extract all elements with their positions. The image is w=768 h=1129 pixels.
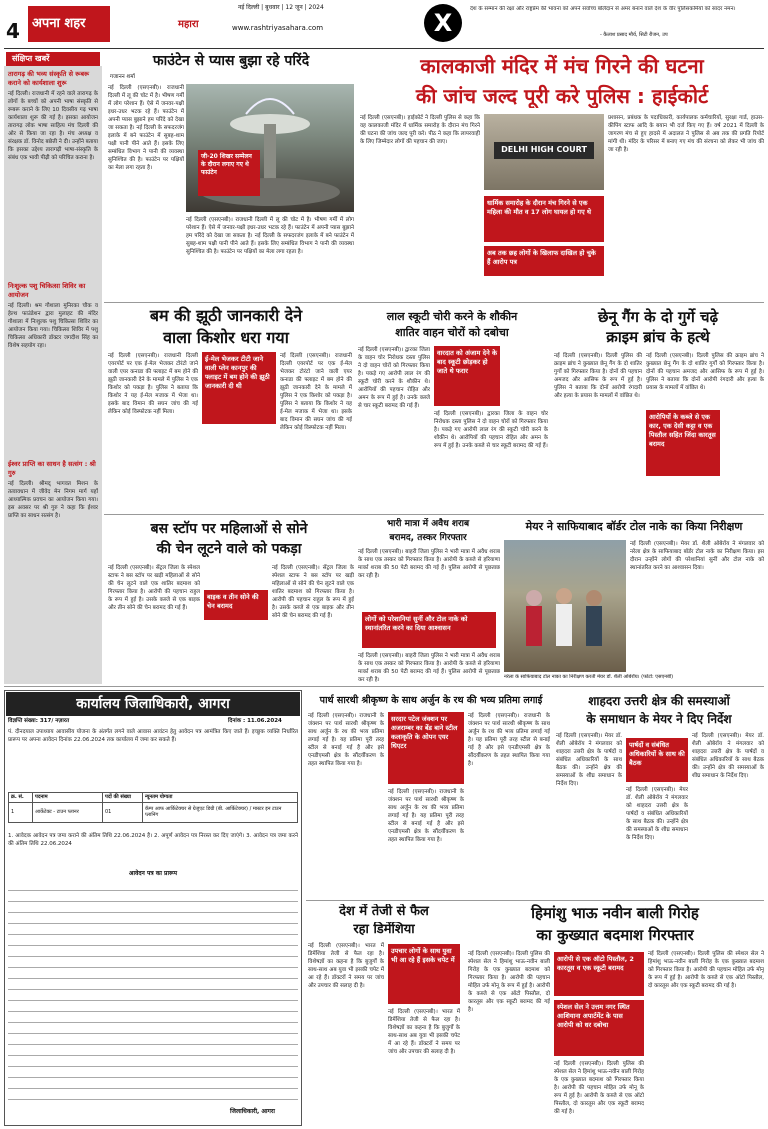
brief-item2-head: निःशुल्क पशु चिकित्सा शिविर का आयोजन bbox=[8, 282, 86, 299]
chhenu-headline1: छेनू गैंग के दो गुर्गे चढ़े bbox=[597, 308, 719, 326]
date-line: नई दिल्ली | बुधवार | 12 जून | 2024 bbox=[238, 4, 324, 11]
mayor-body: नई दिल्ली (एसएनबी)। मेयर डॉ. शैली ओबेरॉय ने मंगलवार को नरेला क्षेत्र के साफियाबाद बॉर्डर टोल नाके का निरीक्षण किया। इस दौरान उन्होंने लोगों की परेशानियां सुनीं और टोल नाके को स्थानांतरित करने का आश्वासन दिया। bbox=[630, 541, 764, 571]
bus-headline1: बस स्टॉप पर महिलाओं से सोने bbox=[150, 521, 308, 537]
dementia-box: उपचार लोगों के साथ युवा भी आ रहे हैं इसके चपेट में bbox=[388, 944, 460, 1004]
bomb-headline1: बम की झूठी जानकारी देने bbox=[149, 306, 303, 325]
himanshu-body: नई दिल्ली (एसएनबी)। दिल्ली पुलिस की स्पेशल सेल ने हिमांशु भाऊ-नवीन बाली गिरोह के एक कुख्यात बदमाश को गिरफ्तार किया है। आरोपी की पहचान मोहित उर्फ मोनू के रूप में हुई है। आरोपी के कब्जे से एक ऑटो पिस्तौल, दो कारतूस और एक स्कूटी बरामद की गई है। bbox=[468, 951, 550, 1013]
shahdara-headline2: के समाधान के मेयर ने दिए निर्देश bbox=[586, 712, 732, 726]
krishna-headline: पार्थ सारथी श्रीकृष्ण के साथ अर्जुन के रथ की भव्य प्रतिमा लगाई bbox=[319, 695, 543, 706]
dementia-headline1: देश में तेजी से फैल bbox=[339, 904, 429, 919]
shahdara-body3: नई दिल्ली (एसएनबी)। मेयर डॉ. शैली ओबेरॉय ने मंगलवार को शाहदरा उत्तरी क्षेत्र के पार्षदों व संबंधित अधिकारियों के साथ बैठक की। उन्होंने क्षेत्र की समस्याओं के शीघ्र समाधान के निर्देश दिए। bbox=[626, 787, 688, 841]
dementia-body2: नई दिल्ली (एसएनबी)। भारत में डिमेंशिया तेजी से फैल रहा है। विशेषज्ञों का कहना है कि बुजुर्गों के साथ-साथ अब युवा भी इसकी चपेट में आ रहे हैं। डॉक्टरों ने समय पर जांच और उपचार की सलाह दी है। bbox=[388, 1009, 460, 1055]
brief-item1-body: नई दिल्ली। राजधानी में रहने वाले तारागढ़ के लोगों के बच्चों को अपनी भाषा संस्कृति से रूबरू कराने के लिए 10 दिवसीय गढ़ भाषा कार्यशाला शुरू की गई है। इसका आयोजन तारागढ़ लोक भाषा साहित्य मंच दिल्ली की ओर से किया जा रहा है। मंच अध्यक्ष व संरक्षक डॉ. विनोद बछेती ने दी। उन्होंने बताया कि इसका उद्देश्य तारागढ़ी भाषा-संस्कृति के संबंध एक भावी पीढ़ी को परिचित कराना है। bbox=[8, 91, 98, 161]
notice-th-3: न्यूनतम योग्यता bbox=[143, 793, 298, 803]
notice-table bbox=[8, 792, 298, 823]
mayor-photo bbox=[504, 540, 626, 672]
paper-logo: महारा bbox=[178, 19, 199, 30]
chhenu-headline2: क्राइम ब्रांच के हत्थे bbox=[606, 328, 710, 346]
brief-item2-body: नई दिल्ली। श्रम गौशाला मुनिरका चौक व हेल्थ फाउंडेशन द्वारा मुलाहट की मंदिर गौशाला में निःशुल्क पशु चिकित्सा शिविर का आयोजन किया गया। चिकित्सा शिविर में पशु चिकित्सा अधिकारी डॉक्टर जगदीश सिंह का विशेष सहयोग रहा। bbox=[8, 303, 98, 349]
notice-form bbox=[8, 880, 298, 1100]
notice-th-0: क्र. सं. bbox=[9, 793, 33, 803]
himanshu-body3: नई दिल्ली (एसएनबी)। दिल्ली पुलिस की स्पेशल सेल ने हिमांशु भाऊ-नवीन बाली गिरोह के एक कुख्यात बदमाश को गिरफ्तार किया है। आरोपी की पहचान मोहित उर्फ मोनू के रूप में हुई है। आरोपी के कब्जे से एक ऑटो पिस्तौल, दो कारतूस और एक स्कूटी बरामद की गई है। bbox=[648, 951, 764, 989]
scooty-box: वारदात को अंजाम देने के बाद स्कूटी छोड़कर हो जाते थे फरार bbox=[434, 346, 500, 406]
bomb-box: ई-मेल भेजकर टीटी जाने वाली प्लेन कानपुर की फ्लाइट में बम होने की झूठी जानकारी दी थी bbox=[202, 352, 276, 424]
kalkaji-headline2: की जांच जल्द पूरी करे पुलिस : हाईकोर्ट bbox=[415, 84, 709, 108]
highcourt-photo bbox=[484, 114, 604, 190]
kalkaji-headline1: कालकाजी मंदिर में मंच गिरने की घटना bbox=[420, 54, 704, 78]
krishna-body3: नई दिल्ली (एसएनबी)। राजधानी के जंक्शन पर पार्थ सारथी श्रीकृष्ण के साथ अर्जुन के रथ की भव्य प्रतिमा लगाई गई है। यह प्रतिमा पूरी तरह स्टील से बनाई गई है और इसे एनडीएमसी क्षेत्र के सौंदर्यीकरण के तहत स्थापित किया गया है। bbox=[468, 713, 550, 767]
notice-td-0: 1 bbox=[9, 802, 33, 822]
header-quote: देश के सम्मान की रक्षा और राष्ट्रप्रेम की भावना को अपने सर्वोच्च बलिदान से अमर बनाने वाले देश के वीर पुलिसकर्मियों को सादर नमन। bbox=[470, 6, 736, 12]
mayor-headline: मेयर ने साफियाबाद बॉर्डर टोल नाके का किया निरीक्षण bbox=[525, 520, 743, 533]
brief-item3-head: ईश्वर प्राप्ति का साधन है सत्संग : श्री गुरु bbox=[8, 460, 96, 477]
bharti-headline2: बरामद, तस्कर गिरफ्तार bbox=[389, 533, 467, 543]
fountain-body-left: नई दिल्ली (एसएनबी)। राजधानी दिल्ली में लू की चोट में है। भीषण गर्मी में लोग परेशान हैं। ऐसे में जनवर-पक्षी इधर-उधर भटक रहे हैं। फाउंटेन में अपनी प्यास बुझाने हम परिंदे को देखा जा सकता है। नई दिल्ली के सफदरजंग इलाके में बने फाउंटेन में सुबह-शाम पक्षी पानी पीने आते हैं। इसके लिए सम्बंधित विभाग ने पानी की व्यवस्था सुनिश्चित की है। फाउंटेन पर पक्षियों का मेला लगा रहता है। bbox=[108, 85, 184, 171]
bus-body2: नई दिल्ली (एसएनबी)। सेंट्रल जिला के स्पेशल स्टाफ ने बस स्टॉप पर खड़ी महिलाओं से सोने की चेन लूटने वाले एक शातिर बदमाश को गिरफ्तार किया है। आरोपी की पहचान राहुल के रूप में हुई है। उसके कब्जे से एक बाइक और तीन सोने की चेन बरामद की गई हैं। bbox=[272, 565, 354, 619]
mayor-caption: नरेला के साफियाबाद टोल नाका का निरीक्षण करती मेयर डॉ. शैली ओबेरॉय। (फोटो: एसएनबी) bbox=[504, 674, 674, 680]
quote-author: - कैलाश प्रसाद मौर्य, सिटी रीजन, उप bbox=[600, 32, 668, 38]
header-divider bbox=[4, 48, 764, 49]
row4-divider bbox=[306, 900, 764, 901]
notice-number: विज्ञप्ति संख्या: 317/ नज़ारत bbox=[8, 718, 70, 724]
bharti-headline1: भारी मात्रा में अवैध शराब bbox=[386, 519, 470, 529]
brief-item3-body: नई दिल्ली। श्रीमद् भागवत मिशन के तत्वावधान में जीवेद मेन निगम मार्ग यहाँ आध्यात्मिक प्रवचन का आयोजन किया गया। इस अवसर पर श्री गुरु ने कहा कि ईश्वर प्राप्ति का साधन सत्संग है। bbox=[8, 481, 98, 519]
chhenu-body2: नई दिल्ली (एसएनबी)। दिल्ली पुलिस की क्राइम ब्रांच ने कुख्यात छेनू गैंग के दो शातिर गुर्गों को गिरफ्तार किया है। दोनों की पहचान अमजद और आसिफ के रूप में हुई है। पुलिस ने बताया कि दोनों आरोपी रंगदारी और हत्या के प्रयास के मामलों में वांछित थे। bbox=[646, 353, 764, 391]
brief-label: संक्षिप्त खबरें bbox=[6, 52, 100, 66]
notice-signature: जिलाधिकारी, आगरा bbox=[230, 1108, 275, 1115]
brief-item1-head: तारागढ़ की भव्य संस्कृति से रूबरू कराने को कार्यशाला शुरू bbox=[8, 70, 90, 87]
bharti-body: नई दिल्ली (एसएनबी)। बाहरी जिला पुलिस ने भारी मात्रा में अवैध शराब के साथ एक तस्कर को गिरफ्तार किया है। आरोपी के कब्जे से हरियाणा मार्का शराब की 50 पेटी बरामद की गई हैं। पुलिस आरोपी से पूछताछ कर रही है। bbox=[358, 549, 500, 579]
chhenu-body: नई दिल्ली (एसएनबी)। दिल्ली पुलिस की क्राइम ब्रांच ने कुख्यात छेनू गैंग के दो शातिर गुर्गों को गिरफ्तार किया है। दोनों की पहचान अमजद और आसिफ के रूप में हुई है। पुलिस ने बताया कि दोनों आरोपी रंगदारी और हत्या के प्रयास के मामलों में वांछित थे। bbox=[554, 353, 642, 399]
himanshu-headline1: हिमांशु भाऊ नवीन बाली गिरोह bbox=[531, 904, 699, 922]
shahdara-body: नई दिल्ली (एसएनबी)। मेयर डॉ. शैली ओबेरॉय ने मंगलवार को शाहदरा उत्तरी क्षेत्र के पार्षदों व संबंधित अधिकारियों के साथ बैठक की। उन्होंने क्षेत्र की समस्याओं के शीघ्र समाधान के निर्देश दिए। bbox=[556, 733, 622, 787]
shahdara-box: पार्षदों व संबंधित अधिकारियों के साथ की बैठक bbox=[626, 738, 688, 782]
himanshu-body2: नई दिल्ली (एसएनबी)। दिल्ली पुलिस की स्पेशल सेल ने हिमांशु भाऊ-नवीन बाली गिरोह के एक कुख्यात बदमाश को गिरफ्तार किया है। आरोपी की पहचान मोहित उर्फ मोनू के रूप में हुई है। आरोपी के कब्जे से एक ऑटो पिस्तौल, दो कारतूस और एक स्कूटी बरामद की गई है। bbox=[554, 1061, 644, 1115]
kalkaji-box1: धार्मिक समारोह के दौरान मंच गिरने से एक महिला की मौत व 17 लोग घायल हो गए थे bbox=[484, 196, 604, 242]
bomb-headline2: वाला किशोर धरा गया bbox=[163, 328, 289, 347]
fountain-headline: फाउंटेन से प्यास बुझा रहे परिंदे bbox=[152, 53, 310, 69]
fountain-body-right: नई दिल्ली (एसएनबी)। राजधानी दिल्ली में लू की चोट में है। भीषण गर्मी में लोग परेशान हैं। ऐसे में जनवर-पक्षी इधर-उधर भटक रहे हैं। फाउंटेन में अपनी प्यास बुझाने हम परिंदे को देखा जा सकता है। नई दिल्ली के सफदरजंग इलाके में बने फाउंटेन में सुबह-शाम पक्षी पानी पीने आते हैं। इसके लिए सम्बंधित विभाग ने पानी की व्यवस्था सुनिश्चित की है। फाउंटेन पर पक्षियों का मेला लगा रहता है। bbox=[186, 217, 354, 255]
notice-title: कार्यालय जिलाधिकारी, आगरा bbox=[6, 692, 300, 716]
himanshu-box2: स्पेशल सेल ने उत्तम नगर स्थित आशियाना अपार्टमेंट के पास आरोपी को धर दबोचा bbox=[554, 1000, 644, 1056]
himanshu-box1: आरोपी से एक ऑटो पिस्तौल, 2 कारतूस व एक स्कूटी बरामद bbox=[554, 952, 644, 996]
shahdara-headline1: शाहदरा उत्तरी क्षेत्र की समस्याओं bbox=[588, 694, 730, 708]
bharti-body2: नई दिल्ली (एसएनबी)। बाहरी जिला पुलिस ने भारी मात्रा में अवैध शराब के साथ एक तस्कर को गिरफ्तार किया है। आरोपी के कब्जे से हरियाणा मार्का शराब की 50 पेटी बरामद की गई हैं। पुलिस आरोपी से पूछताछ कर रही है। bbox=[358, 653, 500, 683]
bus-headline2: की चेन लूटने वाले को पकड़ा bbox=[156, 541, 302, 557]
notice-form-title: आवेदन पत्र का प्रारूप bbox=[128, 870, 178, 877]
kalkaji-box2: अब तक छह लोगों के खिलाफ दाखिल हो चुके हैं आरोप पत्र bbox=[484, 246, 604, 276]
chhenu-box: आरोपियों के कब्जे से एक कार, एक देसी कट्टा व एक पिस्तौल सहित जिंदा कारतूस बरामद bbox=[646, 410, 720, 476]
notice-td-3: कॅम्प आफ आर्किटेक्चर से ग्रेजुएट डिग्री (बी. आर्किटेक्चर) / मास्टर इन टाउन प्लानिंग bbox=[143, 802, 298, 822]
scooty-headline2: शातिर वाहन चोरों को दबोचा bbox=[395, 326, 509, 339]
bomb-body: नई दिल्ली (एसएनबी)। राजधानी दिल्ली एयरपोर्ट पर एक ई-मेल भेजकर टोरंटो जाने वाली एयर कनाडा की फ्लाइट में बम होने की झूठी जानकारी देने के मामले में पुलिस ने एक किशोर को पकड़ा है। पुलिस ने बताया कि किशोर ने यह ई-मेल मजाक में भेजा था। इसके बाद विमान की सघन जांच की गई लेकिन कोई विस्फोटक नहीं मिला। bbox=[108, 353, 198, 415]
row2-divider bbox=[104, 514, 764, 515]
dementia-headline2: रहा डिमेंशिया bbox=[353, 922, 415, 937]
x-logo-icon: X bbox=[424, 4, 462, 42]
krishna-body2: नई दिल्ली (एसएनबी)। राजधानी के जंक्शन पर पार्थ सारथी श्रीकृष्ण के साथ अर्जुन के रथ की भव्य प्रतिमा लगाई गई है। यह प्रतिमा पूरी तरह स्टील से बनाई गई है और इसे एनडीएमसी क्षेत्र के सौंदर्यीकरण के तहत स्थापित किया गया है। bbox=[388, 789, 464, 843]
kalkaji-body2: प्रशासन, प्रबंधक के पदाधिकारी, कार्यपालक कर्मचारियों, सुरक्षा गार्ड, हाउस-कीपिंग स्टाफ आदि के बयान भी दर्ज किए गए हैं। वर्ष 2021 में दिल्ली के जागरण मंच से हुए हादसे में अदालत ने पुलिस से अब तक की प्रगति रिपोर्ट मांगी थी। मंदिर के परिसर में बनाए गए मंच की संरचना को लेकर भी जांच की जा रही है। bbox=[608, 115, 764, 153]
bomb-body2: नई दिल्ली (एसएनबी)। राजधानी दिल्ली एयरपोर्ट पर एक ई-मेल भेजकर टोरंटो जाने वाली एयर कनाडा की फ्लाइट में बम होने की झूठी जानकारी देने के मामले में पुलिस ने एक किशोर को पकड़ा है। पुलिस ने बताया कि किशोर ने यह ई-मेल मजाक में भेजा था। इसके बाद विमान की सघन जांच की गई लेकिन कोई विस्फोटक नहीं मिला। bbox=[280, 353, 352, 431]
row1-divider bbox=[104, 302, 764, 303]
notice-th-2: पदों की संख्या bbox=[103, 793, 143, 803]
notice-notes: 1. आवेदक आवेदन पत्र जमा कराने की अंतिम तिथि 22.06.2024 है। 2. अपूर्ण आवेदन पत्र निरस्त कर दिए जाएंगे। 3. आवेदन पत्र जमा करने की अंतिम तिथि 22.06.2024 bbox=[8, 833, 298, 847]
notice-td-1: आर्केटेक्ट - टाउन प्लानर bbox=[33, 802, 103, 822]
website-link[interactable]: www.rashtriyasahara.com bbox=[232, 24, 324, 32]
scooty-body: नई दिल्ली (एसएनबी)। द्वारका जिला के वाहन चोर निरोधक दस्ता पुलिस ने दो वाहन चोरों को गिरफ्तार किया है। पकड़े गए आरोपी लाल रंग की स्कूटी चोरी करने के शौकीन थे। आरोपियों की पहचान रोहित और अमन के रूप में हुई है। उनके कब्जे से चार स्कूटी बरामद की गई हैं। bbox=[358, 347, 430, 409]
scooty-body2: नई दिल्ली (एसएनबी)। द्वारका जिला के वाहन चोर निरोधक दस्ता पुलिस ने दो वाहन चोरों को गिरफ्तार किया है। पकड़े गए आरोपी लाल रंग की स्कूटी चोरी करने के शौकीन थे। आरोपियों की पहचान रोहित और अमन के रूप में हुई है। उनके कब्जे से चार स्कूटी बरामद की गई हैं। bbox=[434, 411, 548, 449]
notice-th-1: पदनाम bbox=[33, 793, 103, 803]
shahdara-body2: नई दिल्ली (एसएनबी)। मेयर डॉ. शैली ओबेरॉय ने मंगलवार को शाहदरा उत्तरी क्षेत्र के पार्षदों व संबंधित अधिकारियों के साथ बैठक की। उन्होंने क्षेत्र की समस्याओं के शीघ्र समाधान के निर्देश दिए। bbox=[692, 733, 764, 779]
kalkaji-body1: नई दिल्ली (एसएनबी)। हाईकोर्ट ने दिल्ली पुलिस से कहा कि वह कालकाजी मंदिर में धार्मिक समारोह के दौरान मंच गिरने की घटना की जांच जल्द पूरी करे। पीठ ने कहा कि लापरवाही के लिए जिम्मेदार लोगों की पहचान की जाए। bbox=[360, 115, 480, 145]
bharti-box: लोगों को परेशानियां सुनीं और टोल नाके को स्थानांतरित करने का दिया आश्वासन bbox=[362, 612, 496, 648]
section-title: अपना शहर bbox=[28, 6, 110, 42]
row3-divider bbox=[4, 686, 764, 687]
krishna-box: सरदार पटेल जंक्शन पर अजराम्बर का बेंड बाने स्टील कलाकृति के ओपन एयर थिएटर bbox=[388, 712, 464, 784]
bus-body: नई दिल्ली (एसएनबी)। सेंट्रल जिला के स्पेशल स्टाफ ने बस स्टॉप पर खड़ी महिलाओं से सोने की चेन लूटने वाले एक शातिर बदमाश को गिरफ्तार किया है। आरोपी की पहचान राहुल के रूप में हुई है। उसके कब्जे से एक बाइक और तीन सोने की चेन बरामद की गई हैं। bbox=[108, 565, 200, 611]
page-number: 4 bbox=[6, 19, 20, 43]
dementia-body: नई दिल्ली (एसएनबी)। भारत में डिमेंशिया तेजी से फैल रहा है। विशेषज्ञों का कहना है कि बुजुर्गों के साथ-साथ अब युवा भी इसकी चपेट में आ रहे हैं। डॉक्टरों ने समय पर जांच और उपचार की सलाह दी है। bbox=[308, 943, 384, 989]
krishna-body: नई दिल्ली (एसएनबी)। राजधानी के जंक्शन पर पार्थ सारथी श्रीकृष्ण के साथ अर्जुन के रथ की भव्य प्रतिमा लगाई गई है। यह प्रतिमा पूरी तरह स्टील से बनाई गई है और इसे एनडीएमसी क्षेत्र के सौंदर्यीकरण के तहत स्थापित किया गया है। bbox=[308, 713, 384, 767]
fountain-caption: जी-20 शिखर सम्मेलन के दौरान लगाए गए थे फाउंटेन bbox=[198, 150, 260, 196]
scooty-headline1: लाल स्कूटी चोरी करने के शौकीन bbox=[386, 310, 518, 323]
himanshu-headline2: का कुख्यात बदमाश गिरफ्तार bbox=[536, 926, 694, 944]
bus-box: बाइक व तीन सोने की चेन बरामद bbox=[204, 590, 268, 620]
notice-date: दिनांक : 11.06.2024 bbox=[228, 718, 282, 724]
notice-body: पं. दीनदयाल उपाध्याय आवासीय योजना के अंतर्गत लगने वाले आवास आवंटन हेतु आवेदन पत्र आमंत्रित किए जाते हैं। इच्छुक व्यक्ति निर्धारित प्रारूप पर अपना आवेदन दिनांक 22.06.2024 तक कार्यालय में जमा कर सकते हैं। bbox=[8, 729, 298, 743]
fountain-byline: गजानन शर्मा bbox=[110, 74, 135, 80]
highcourt-sign: DELHI HIGH COURT bbox=[494, 142, 594, 159]
notice-td-2: 01 bbox=[103, 802, 143, 822]
